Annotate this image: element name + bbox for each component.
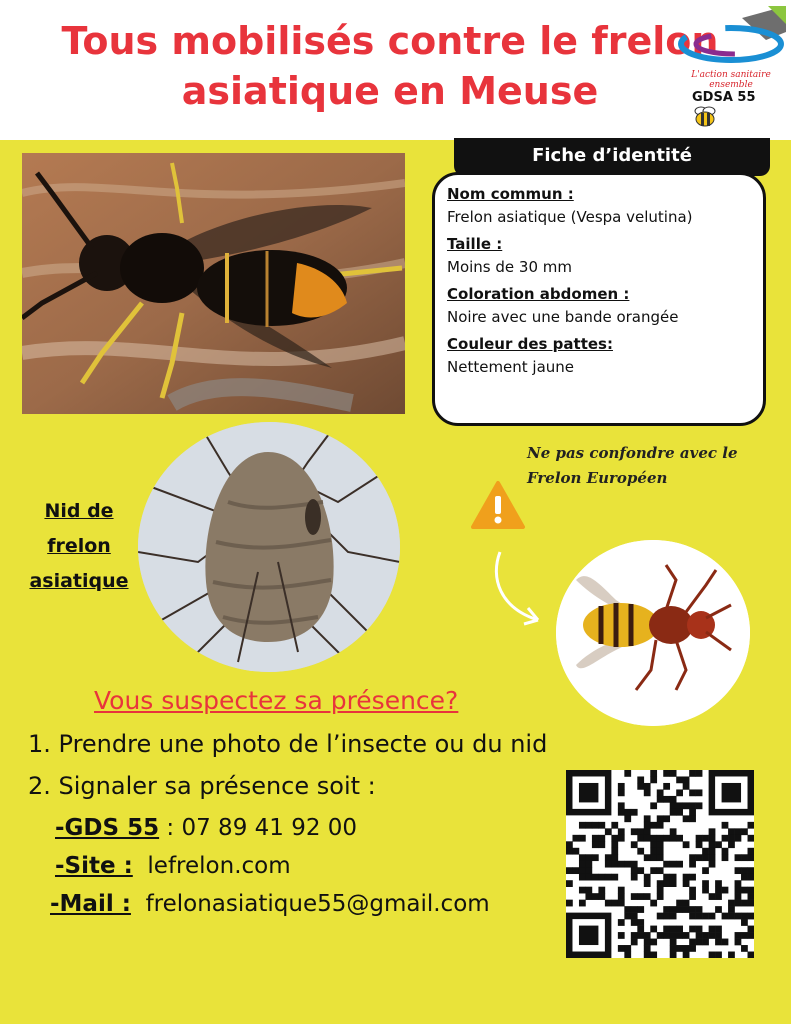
contact-mail — [50, 891, 490, 917]
contact-site — [55, 853, 291, 879]
asian-hornet-photo — [22, 153, 405, 414]
page-title: Tous mobilisés contre le frelon asiatique en Meuse — [61, 19, 719, 113]
size-label: Taille : — [447, 235, 503, 253]
warning-text: Ne pas confondre avec le Frelon Européen — [527, 444, 738, 487]
common-name-label: Nom commun : — [447, 185, 574, 203]
identity-card — [432, 172, 766, 426]
step-1: 1. Prendre une photo de l’insecte ou du nid — [28, 730, 548, 758]
header — [0, 0, 791, 140]
hornet-nest-photo — [138, 422, 400, 672]
logo-name: GDSA 55 — [692, 90, 786, 127]
gdsa-logo-icon — [676, 6, 786, 72]
warning-icon — [470, 480, 526, 530]
suspect-heading: Vous suspectez sa présence? — [94, 686, 459, 715]
nest-label: Nid de frelon asiatique — [29, 500, 129, 592]
arrow-icon — [488, 548, 548, 628]
contact-phone: -GDS 55 : 07 89 41 92 00 — [55, 815, 358, 841]
bee-icon — [692, 105, 718, 127]
leg-color-value: Nettement jaune — [447, 358, 575, 376]
common-name-value: Frelon asiatique (Vespa velutina) — [447, 208, 693, 226]
contact-phone-key: -GDS 55 — [55, 815, 160, 841]
phone-number[interactable]: 07 89 41 92 00 — [181, 815, 358, 841]
abdomen-color-value: Noire avec une bande orangée — [447, 308, 679, 326]
qr-code[interactable] — [566, 770, 754, 958]
european-hornet-photo — [556, 540, 750, 726]
step-2: 2. Signaler sa présence soit : — [28, 772, 376, 800]
gdsa-logo — [676, 6, 786, 116]
leg-color-label: Couleur des pattes: — [447, 335, 613, 353]
email-link[interactable]: frelonasiatique55@gmail.com — [145, 891, 490, 917]
identity-card-title: Fiche d’identité — [454, 138, 770, 176]
contact-site-key: -Site : — [55, 853, 133, 879]
abdomen-color-label: Coloration abdomen : — [447, 285, 630, 303]
logo-tagline: L'action sanitaire ensemble — [691, 70, 771, 90]
size-value: Moins de 30 mm — [447, 258, 572, 276]
site-link[interactable]: lefrelon.com — [147, 853, 291, 879]
contact-mail-key: -Mail : — [50, 891, 131, 917]
